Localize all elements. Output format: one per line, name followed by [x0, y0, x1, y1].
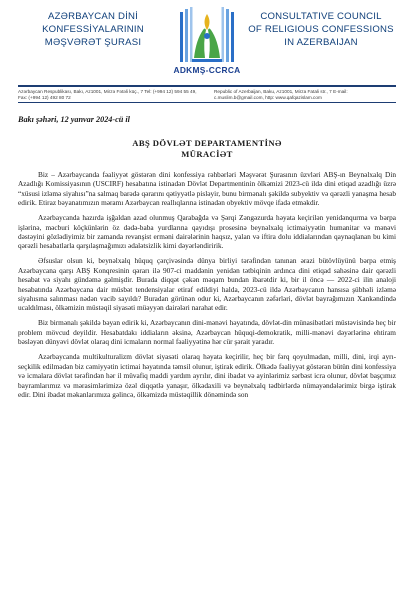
org-name-line: IN AZERBAIJAN — [284, 37, 358, 48]
org-name-line: MƏŞVƏRƏT ŞURASI — [44, 37, 142, 48]
org-name-line: CONSULTATIVE COUNCIL — [260, 11, 382, 22]
contact-divider — [18, 102, 396, 103]
heading-line: MÜRACİƏT — [181, 149, 233, 159]
contact-bar — [18, 87, 396, 102]
contact-address-english: Republic of Azerbaijan, Baku, Az1001, Mirza Fatali str., 7 E-mail: c.muslim.b@gmail.com, http: www.qafqazislam.com — [214, 89, 348, 100]
org-name-line: KONFESSİYALARININ — [42, 24, 144, 35]
logo-caption: ADKMŞ-CCRCA — [173, 65, 241, 75]
letter-heading — [18, 138, 396, 160]
org-name-english — [246, 10, 396, 49]
org-name-line: OF RELIGIOUS CONFESSIONS — [248, 24, 394, 35]
heading-line: ABŞ DÖVLƏT DEPARTAMENTİNƏ — [132, 138, 282, 148]
letter-body — [18, 170, 396, 399]
paragraph: Azərbaycanda multikulturalizm dövlət siyasəti olaraq həyata keçirilir, heç bir fərq qoyulmadan, milli, dini, irqi ayrı-seçkilik edilmədən biz cəmiyyətin ictimai həyatında təmsil olunur, iştirak edirik. Ölkədə fəaliyyət göstərən bütün dini konfessiya və icmalara dövlət tərəfindən hər il müvafiq maddi yardım ayrılır, dini ibadət və ayinlərimiz sərbəst icra olunur, dövlət başçımız bayramlarımız və mərasimlərimizə özəl diqqətlə yanaşır, ölkədaxili və beynəlxalq tədbirlərdə nümayəndələrimiz birgə iştirak edir. Dini ibadət məkanlarımıza gəlincə, ölkəmizdə müstəqillik dönəmində son — [18, 352, 396, 399]
paragraph: Azərbaycanda hazırda işğaldan azad olunmuş Qarabağda və Şərqi Zəngəzurda həyata keçirilən yenidənqurma və bərpa işlərinə, məcburi köçkünlərin öz dədə-baba yurdlarına qayıdışı prosesinə beynəlxalq ictimaiyyətin humanitar və mənəvi dəstəyini gözlədiyimiz bir zamanda revanşist erməni dairələrinin haqsız, yalan və iftira dolu iddialarından qaynaqlanan bu kimi qərəzli hesabatlarla qarşılaşmağımızı ədalətsizlik kimi dəyərləndiririk. — [18, 213, 396, 251]
paragraph: Biz – Azərbaycanda fəaliyyət göstərən dini konfessiya rəhbərləri Məşvərət Şurasının üzvləri ABŞ-ın Beynəlxalq Din Azadlığı Komissiyasının (USCIRF) hesabatına istinadən Dövlət Departmentinin ölkəmizi 2023-cü ildə dini etiqad azadlığı üzrə “xüsusi izləmə siyahısı”na salmaq barədə qərarını qətiyyətlə pisləyir, bunu birmənalı şəkildə subyektiv və qərəzli yanaşma hesab edirik. Etiraz bəyanatımızın məramı Azərbaycan reallıqlarına istinadən obyektiv mövqe ifadə etməkdir. — [18, 170, 396, 208]
org-name-line: AZƏRBAYCAN DİNİ — [48, 11, 138, 22]
paragraph: Biz birmənalı şəkildə bəyan edirik ki, Azərbaycanın dini-mənəvi həyatında, dövlət-din münasibətləri müstəvisində heç bir problem mövcud deyildir. Hesabatdakı iddiaların əksinə, Azərbaycan hüquqi-demokratik, milli-mənəvi dəyərlərinə ehtiram bəsləyən dünyəvi dövlət olaraq dini icmaların normal fəaliyyətinə hər cür şərait yaradır. — [18, 318, 396, 347]
paragraph: Əfsuslar olsun ki, beynəlxalq hüquq çərçivəsində dünya birliyi tərəfindən tanınan ərazi bütövlüyünü bərpa etmiş Azərbaycana qarşı ABŞ Konqresinin qərarı ilə 907-ci maddənin yenidən tətbiqinin ardınca dini etiqad sahəsinə dair qərəzli hesabat və siyahı gündəmə gəlmişdir. Burada diqqət çəkən məqam bundan ibarətdir ki, bir il öncə — 2022-ci ilin analoji hesabatında Azərbaycana dair müsbət tendensiyalar etiraf edildiyi halda, 2023-cü ildə Azərbaycanın hansısa şübhəli izləmə siyahısına salınması nədən vacib sayıldı? Buradan görünən odur ki, Azərbaycanın zəfərləri, dövlət bayrağımızın Xankəndində ucaldılması, ölkəmizin müstəqil siyasəti müəyyən dairələri narahat edir. — [18, 256, 396, 313]
org-name-azerbaijani — [18, 10, 168, 49]
contact-address-azerbaijani: Azərbaycan Respublikası, Bakı, Az1001, Mirzə Fətəli küç., 7 Tel: (+994 12) 594 55 49, Fax: (+994 12) 492 80 72 — [18, 89, 197, 100]
letterhead — [18, 6, 396, 84]
council-logo-icon — [176, 6, 238, 66]
letter-date: Bakı şəhəri, 12 yanvar 2024-cü il — [18, 115, 130, 124]
